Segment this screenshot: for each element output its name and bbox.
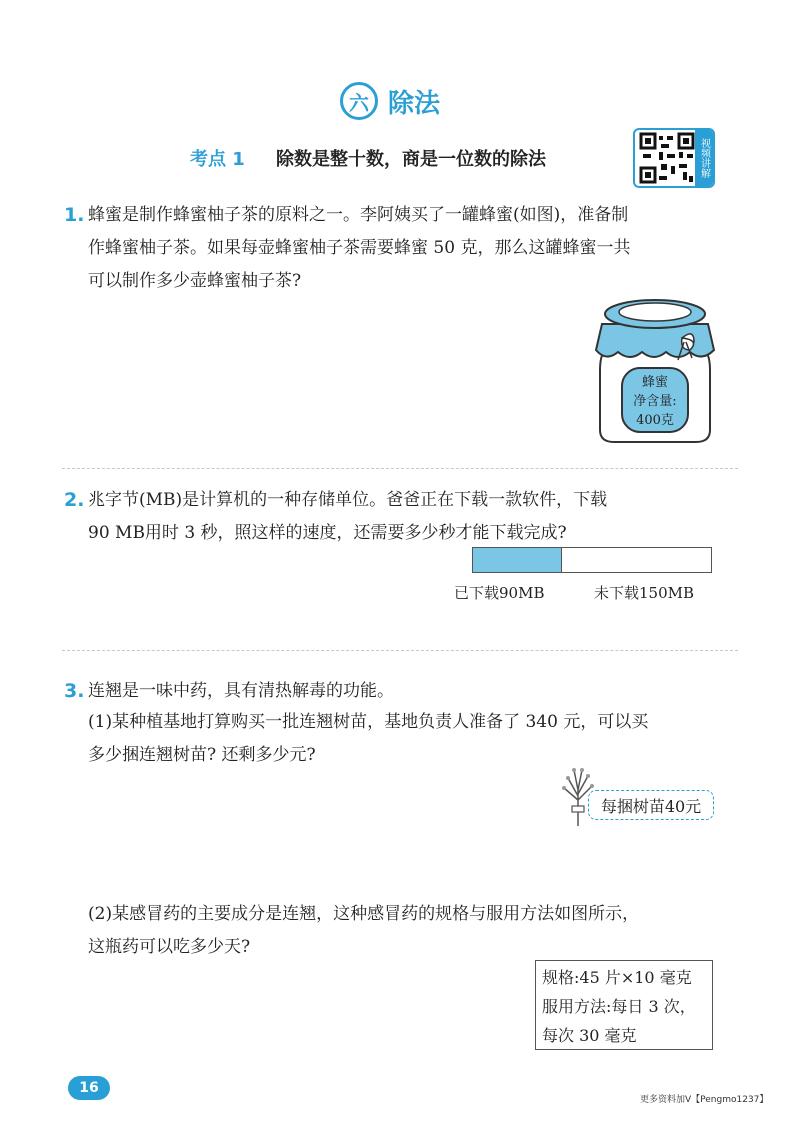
sapling-price-tag: 每捆树苗40元 (588, 790, 714, 820)
question-1-number: 1. (64, 204, 85, 226)
question-3-intro: 连翘是一味中药，具有清热解毒的功能。 (88, 681, 394, 701)
question-2-number: 2. (64, 489, 85, 511)
question-1-line-2: 作蜂蜜柚子茶。如果每壶蜂蜜柚子茶需要蜂蜜 50 克，那么这罐蜂蜜一共 (88, 238, 631, 258)
chapter-heading (340, 82, 440, 120)
remaining-label: 未下载150MB (594, 584, 695, 602)
keypoint-title: 除数是整十数，商是一位数的除法 (276, 149, 546, 170)
question-2-line-1: 兆字节(MB)是计算机的一种存储单位。爸爸正在下载一款软件，下载 (88, 490, 608, 510)
question-3-number: 3. (64, 680, 85, 702)
question-1-line-3: 可以制作多少壶蜂蜜柚子茶? (88, 271, 302, 291)
keypoint-label: 考点 1 (190, 149, 245, 170)
question-3-part-2-line-2: 这瓶药可以吃多少天? (88, 937, 251, 957)
section-divider (62, 468, 738, 469)
qr-video-label: 视频讲解 (695, 130, 713, 186)
page-number: 16 (68, 1076, 110, 1100)
spec-line-1: 规格:45 片×10 毫克 (542, 968, 692, 987)
spec-line-3: 每次 30 毫克 (542, 1026, 637, 1045)
footer-note: 更多资料加V【Pengmo1237】 (640, 1095, 769, 1105)
download-progress-bar (472, 547, 712, 573)
downloaded-segment (473, 548, 562, 572)
question-1-line-1: 蜂蜜是制作蜂蜜柚子茶的原料之一。李阿姨买了一罐蜂蜜(如图)，准备制 (88, 205, 629, 225)
question-2-line-2: 90 MB用时 3 秒，照这样的速度，还需要多少秒才能下载完成? (88, 523, 567, 543)
question-3-part-1-line-1: (1)某种植基地打算购买一批连翘树苗，基地负责人准备了 340 元，可以买 (88, 712, 649, 732)
medicine-spec-box (535, 960, 713, 1050)
remaining-segment (562, 548, 711, 572)
qr-code-box[interactable] (633, 128, 715, 188)
question-3-part-1-line-2: 多少捆连翘树苗? 还剩多少元? (88, 745, 316, 765)
jar-label-line-2: 净含量: (633, 394, 677, 409)
qr-code-icon (639, 132, 695, 184)
jar-label-line-1: 蜂蜜 (641, 375, 668, 390)
downloaded-label: 已下载90MB (454, 584, 545, 602)
jar-label-line-3: 400克 (636, 413, 674, 428)
chapter-title: 除法 (388, 88, 441, 119)
question-3-part-2-line-1: (2)某感冒药的主要成分是连翘，这种感冒药的规格与服用方法如图所示， (88, 904, 640, 924)
chapter-number: 六 (340, 82, 378, 120)
spec-line-2: 服用方法:每日 3 次， (542, 997, 696, 1016)
section-divider (62, 650, 738, 651)
